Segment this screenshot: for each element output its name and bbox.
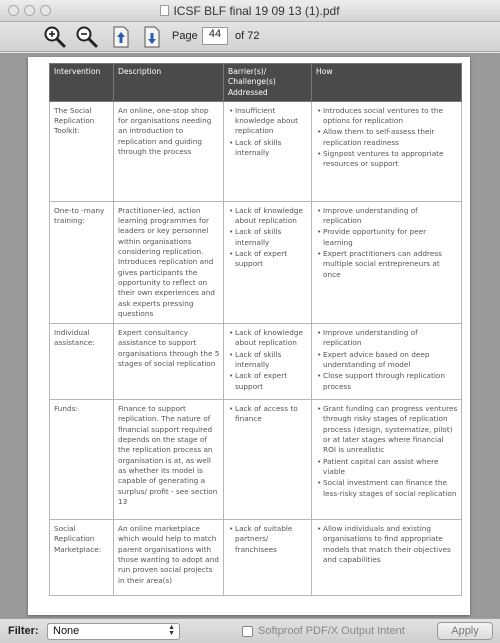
list-item: • Lack of suitable partners/ franchisees [228,524,308,555]
barriers-cell [224,324,312,400]
list-item: • Close support through replication process [316,371,458,392]
softproof-checkbox[interactable] [242,626,253,637]
previous-page-button[interactable] [108,24,134,50]
list-item: • Improve understanding of replication [316,206,458,227]
list-item: • Improve understanding of replication [316,328,458,349]
list-item: • Introduces social ventures to the options for replication [316,106,458,127]
list-item: • Provide opportunity for peer learning [316,227,458,248]
toolbar [0,22,500,52]
select-arrows-icon: ▲ ▼ [168,624,175,637]
description-cell: An online marketplace which would help to match parent organisations with those wanting to adopt and run proven social projects in their area(s) [114,520,224,596]
list-item: • Lack of knowledge about replication [228,206,308,227]
intervention-cell: Individual assistance: [50,324,114,400]
header-barriers: Barrier(s)/ Challenge(s) Addressed [224,64,312,102]
table-row [50,201,462,323]
how-cell [312,400,462,520]
title-bar [0,0,500,22]
list-item: • Allow individuals and existing organisations to find appropriate models that match their objectives and capabilities [316,524,458,565]
list-item: • Grant funding can progress ventures through risky stages of replication process (design, systematize, pilot) or at later stages where financial ROI is unrealistic [316,404,458,455]
list-item: • Lack of expert support [228,371,308,392]
list-item: • Insufficient knowledge about replication [228,106,308,137]
description-cell: Expert consultancy assistance to support organisations through the 5 stages of social replication [114,324,224,400]
zoom-in-button[interactable] [42,24,68,50]
next-page-button[interactable] [139,24,165,50]
header-intervention: Intervention [50,64,114,102]
list-item: • Lack of skills internally [228,227,308,248]
how-cell [312,101,462,201]
barriers-cell [224,201,312,323]
description-cell: Finance to support replication. The nature of financial support required depends on the stage of the replication process an organisation is at, as well as whether its model is capable of generating a surplus/ profit - see section 13 [114,400,224,520]
list-item: • Lack of access to finance [228,404,308,425]
table-row [50,324,462,400]
window-title: ICSF BLF final 19 09 13 (1).pdf [0,4,500,18]
page-total: of 72 [235,30,260,42]
table-row [50,520,462,596]
zoom-out-button[interactable] [74,24,100,50]
description-cell: An online, one-stop shop for organisations needing an introduction to replication and guiding through the process [114,101,224,201]
how-cell [312,520,462,596]
next-page-icon [139,24,165,50]
barriers-cell [224,101,312,201]
intervention-cell: The Social Replication Toolkit: [50,101,114,201]
description-cell: Practitioner-led, action learning programmes for leaders or key personnel within organisations considering replication. Introduces replication and gives participants the opportunity to reflect on their own experiences and ask experts pressing questions [114,201,224,323]
print-filter-bar [0,618,500,643]
intervention-cell: Funds: [50,400,114,520]
pdf-document-icon [160,5,169,16]
list-item: • Signpost ventures to appropriate resources or support [316,149,458,170]
header-description: Description [114,64,224,102]
page-number-input[interactable]: 44 [202,27,228,45]
page-label: Page [172,30,198,42]
zoom-in-icon [42,24,68,50]
apply-button[interactable]: Apply [437,622,493,640]
list-item: • Patient capital can assist where viable [316,457,458,478]
how-cell [312,201,462,323]
filter-select-value: None [53,625,80,637]
list-item: • Allow them to self-assess their replication readiness [316,127,458,148]
list-item: • Lack of expert support [228,249,308,270]
header-how: How [312,64,462,102]
table-row [50,400,462,520]
document-viewer[interactable] [0,53,500,618]
zoom-out-icon [74,24,100,50]
filter-label: Filter: [8,625,39,637]
table-row [50,101,462,201]
table-header-row [50,64,462,102]
list-item: • Social investment can finance the less-risky stages of social replication [316,478,458,499]
list-item: • Lack of skills internally [228,350,308,371]
list-item: • Lack of knowledge about replication [228,328,308,349]
list-item: • Expert advice based on deep understanding of model [316,350,458,371]
list-item: • Lack of skills internally [228,138,308,159]
filter-select[interactable] [47,623,180,640]
intervention-table [49,63,462,596]
how-cell [312,324,462,400]
barriers-cell [224,520,312,596]
barriers-cell [224,400,312,520]
softproof-label: Softproof PDF/X Output Intent [258,625,405,637]
pdf-page [28,57,470,615]
intervention-cell: One-to -many training: [50,201,114,323]
intervention-cell: Social Replication Marketplace: [50,520,114,596]
list-item: • Expert practitioners can address multiple social entrepreneurs at once [316,249,458,280]
previous-page-icon [108,24,134,50]
